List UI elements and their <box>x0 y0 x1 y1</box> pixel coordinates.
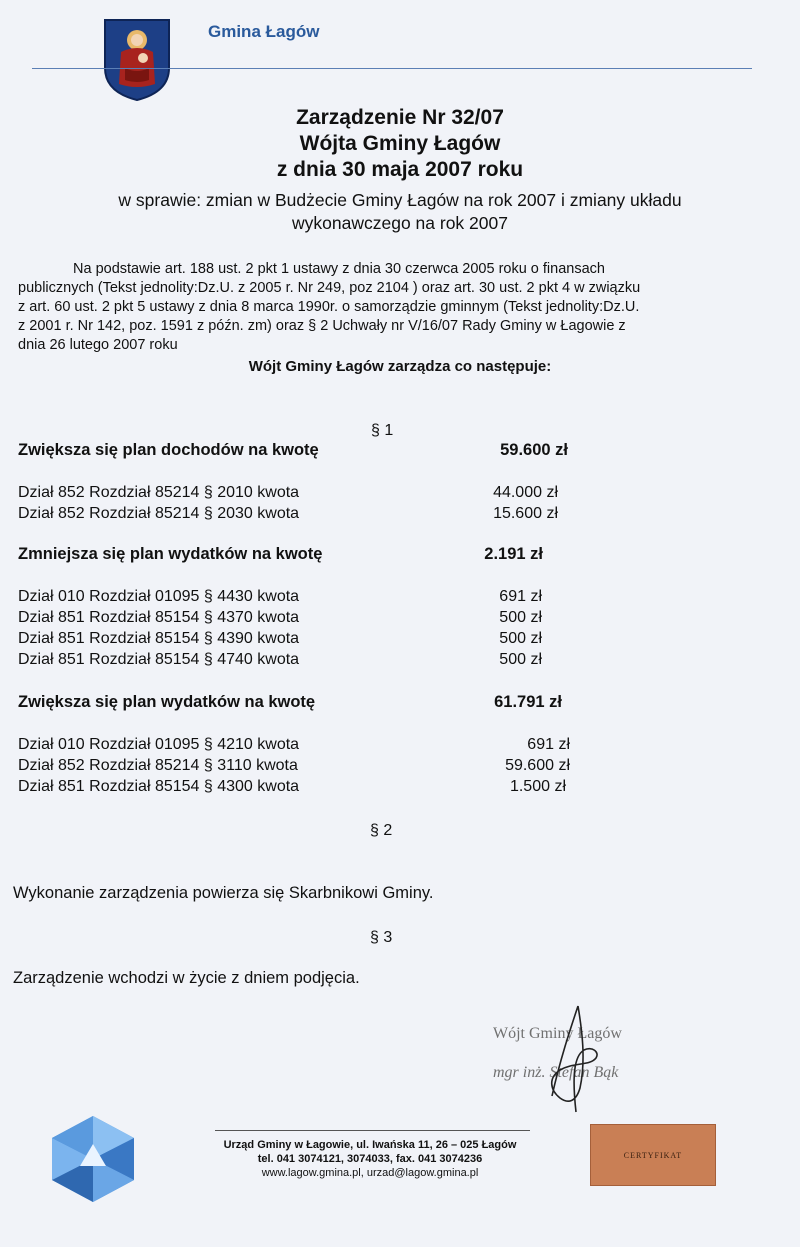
signature-title: Wójt Gminy Łagów <box>493 1025 622 1042</box>
table-row-label: Dział 852 Rozdział 85214 § 2030 kwota <box>18 505 300 522</box>
table-row-label: Dział 852 Rozdział 85214 § 2010 kwota <box>18 484 300 501</box>
table-row-amount: 59.600 zł <box>505 757 570 774</box>
table-row-amount: 691 zł <box>527 736 570 753</box>
subject-line-2: wykonawczego na rok 2007 <box>292 213 508 233</box>
document-date: z dnia 30 maja 2007 roku <box>276 158 524 181</box>
table-row-label: Dział 851 Rozdział 85154 § 4390 kwota <box>18 630 300 647</box>
section-2-text: Wykonanie zarządzenia powierza się Skarbnikowi Gminy. <box>13 884 434 902</box>
certificate-label: CERTYFIKAT <box>623 1151 683 1160</box>
basis-line: z art. 60 ust. 2 pkt 5 ustawy z dnia 8 marca 1990r. o samorządzie gminnym (Tekst jednolity:Dz.U. <box>18 299 640 315</box>
basis-line: publicznych (Tekst jednolity:Dz.U. z 2005 r. Nr 249, poz 2104 ) oraz art. 30 ust. 2 pkt 4 w związku <box>18 280 641 296</box>
footer-phones: tel. 041 3074121, 3074033, fax. 041 3074236 <box>257 1153 483 1165</box>
section-3-mark: § 3 <box>370 929 393 946</box>
table-row-amount: 500 zł <box>499 651 542 668</box>
section-1-mark: § 1 <box>371 422 394 439</box>
signature-name: mgr inż. Stefan Bąk <box>493 1064 619 1081</box>
table-row-amount: 500 zł <box>499 609 542 626</box>
basis-line: z 2001 r. Nr 142, poz. 1591 z późn. zm) oraz § 2 Uchwały nr V/16/07 Rady Gminy w Łagowie z <box>18 318 626 334</box>
table-row-label: Dział 010 Rozdział 01095 § 4430 kwota <box>18 588 300 605</box>
certificate-badge <box>590 1124 716 1186</box>
header-divider <box>32 68 752 69</box>
group-heading: Zmniejsza się plan wydatków na kwotę <box>18 545 323 563</box>
document-number: Zarządzenie Nr 32/07 <box>296 106 504 129</box>
group-heading: Zwiększa się plan dochodów na kwotę <box>18 441 319 459</box>
quality-logo-icon <box>50 1114 136 1204</box>
group-total: 59.600 zł <box>500 441 568 459</box>
municipality-name: Gmina Łagów <box>208 22 320 41</box>
group-heading: Zwiększa się plan wydatków na kwotę <box>18 693 316 711</box>
subject-line-1: w sprawie: zmian w Budżecie Gminy Łagów na rok 2007 i zmiany układu <box>118 190 682 210</box>
table-row-label: Dział 851 Rozdział 85154 § 4740 kwota <box>18 651 300 668</box>
basis-line: dnia 26 lutego 2007 roku <box>18 337 178 353</box>
coat-of-arms-icon <box>103 18 171 102</box>
decree-statement: Wójt Gminy Łagów zarządza co następuje: <box>248 358 552 375</box>
footer-address: Urząd Gminy w Łagowie, ul. Iwańska 11, 26 – 025 Łagów <box>223 1139 517 1151</box>
table-row-label: Dział 010 Rozdział 01095 § 4210 kwota <box>18 736 300 753</box>
group-total: 2.191 zł <box>484 545 543 563</box>
table-row-amount: 1.500 zł <box>509 778 566 795</box>
footer-divider <box>215 1130 530 1131</box>
table-row-amount: 500 zł <box>499 630 542 647</box>
table-row-label: Dział 851 Rozdział 85154 § 4370 kwota <box>18 609 300 626</box>
section-3-text: Zarządzenie wchodzi w życie z dniem podjęcia. <box>13 969 360 987</box>
section-2-mark: § 2 <box>370 822 393 839</box>
table-row-amount: 691 zł <box>499 588 542 605</box>
table-row-label: Dział 852 Rozdział 85214 § 3110 kwota <box>18 757 298 774</box>
footer-web: www.lagow.gmina.pl, urzad@lagow.gmina.pl <box>261 1167 479 1179</box>
table-row-amount: 15.600 zł <box>493 505 558 522</box>
table-row-label: Dział 851 Rozdział 85154 § 4300 kwota <box>18 778 300 795</box>
table-row-amount: 44.000 zł <box>493 484 558 501</box>
legal-basis <box>18 260 780 355</box>
handwritten-signature <box>530 1000 610 1118</box>
group-total: 61.791 zł <box>494 693 562 711</box>
basis-line: Na podstawie art. 188 ust. 2 pkt 1 ustawy z dnia 30 czerwca 2005 roku o finansach <box>73 261 605 277</box>
issuer-title: Wójta Gminy Łagów <box>299 132 501 155</box>
